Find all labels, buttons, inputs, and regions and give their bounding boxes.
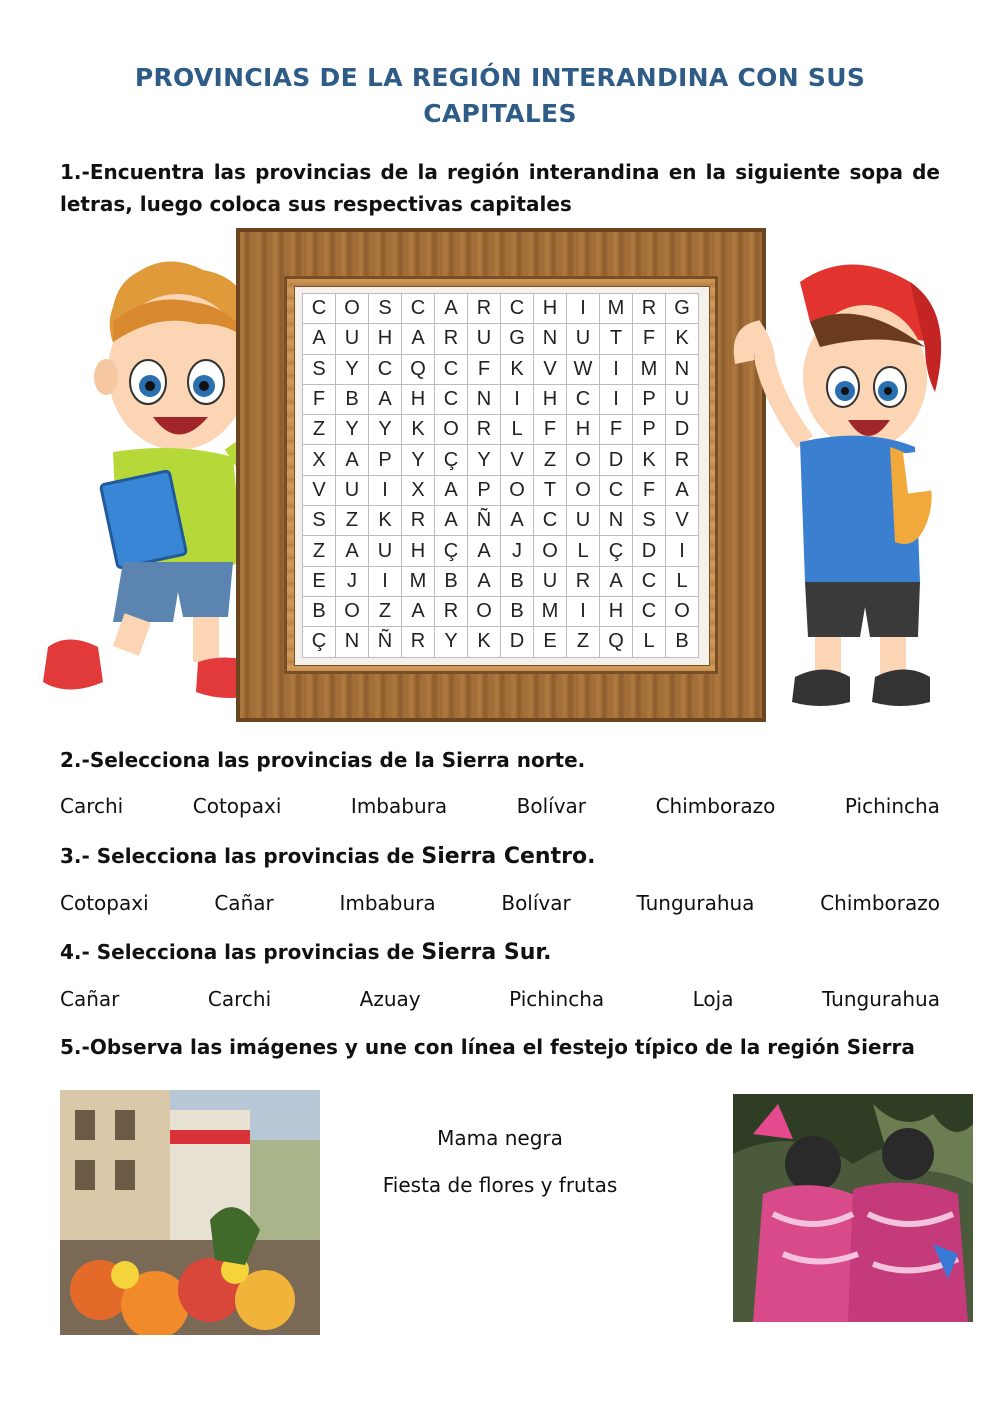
grid-cell[interactable]: C [633, 597, 666, 627]
grid-cell[interactable]: O [567, 445, 600, 475]
option-imbabura[interactable]: Imbabura [350, 794, 448, 818]
grid-cell[interactable]: N [600, 506, 633, 536]
grid-cell[interactable]: I [666, 536, 699, 566]
grid-cell[interactable]: R [468, 415, 501, 445]
question-4 [60, 936, 940, 969]
grid-cell[interactable]: P [633, 415, 666, 445]
grid-cell[interactable]: Z [369, 597, 402, 627]
option-cotopaxi[interactable]: Cotopaxi [60, 891, 149, 915]
grid-cell[interactable]: O [666, 597, 699, 627]
mama-negra-festival-photo[interactable] [733, 1094, 973, 1322]
grid-cell[interactable]: Ç [600, 536, 633, 566]
option-chimborazo[interactable]: Chimborazo [655, 794, 776, 818]
grid-cell[interactable]: K [402, 415, 435, 445]
grid-cell[interactable]: H [600, 597, 633, 627]
grid-cell[interactable]: C [435, 355, 468, 385]
grid-cell[interactable]: C [567, 385, 600, 415]
grid-cell[interactable]: V [303, 476, 336, 506]
grid-cell[interactable]: A [468, 567, 501, 597]
grid-cell[interactable]: Z [336, 506, 369, 536]
grid-cell[interactable]: K [666, 324, 699, 354]
grid-cell[interactable]: R [666, 445, 699, 475]
grid-cell[interactable]: S [303, 506, 336, 536]
match-label-fiesta-flores-frutas[interactable]: Fiesta de flores y frutas [382, 1173, 618, 1197]
option-pichincha[interactable]: Pichincha [844, 794, 940, 818]
grid-cell[interactable]: B [336, 385, 369, 415]
grid-cell[interactable]: Y [402, 445, 435, 475]
grid-cell[interactable]: U [336, 324, 369, 354]
grid-cell[interactable]: A [435, 294, 468, 324]
option-carchi[interactable]: Carchi [207, 987, 272, 1011]
grid-cell[interactable]: A [600, 567, 633, 597]
grid-cell[interactable]: U [567, 324, 600, 354]
grid-cell[interactable]: A [303, 324, 336, 354]
grid-cell[interactable]: I [501, 385, 534, 415]
option-chimborazo[interactable]: Chimborazo [820, 891, 940, 915]
grid-cell[interactable]: C [534, 506, 567, 536]
option-cotopaxi[interactable]: Cotopaxi [192, 794, 282, 818]
question-3-options [60, 889, 940, 917]
question-4-options [60, 985, 940, 1013]
grid-cell[interactable]: T [534, 476, 567, 506]
grid-cell[interactable]: G [666, 294, 699, 324]
grid-cell[interactable]: F [468, 355, 501, 385]
grid-cell[interactable]: B [501, 597, 534, 627]
grid-cell[interactable]: A [435, 506, 468, 536]
grid-cell[interactable]: A [666, 476, 699, 506]
grid-cell[interactable]: H [567, 415, 600, 445]
grid-cell[interactable]: Y [435, 627, 468, 657]
grid-cell[interactable]: O [501, 476, 534, 506]
option-carchi[interactable]: Carchi [60, 794, 124, 818]
grid-cell[interactable]: M [600, 294, 633, 324]
option-loja[interactable]: Loja [692, 987, 734, 1011]
grid-cell[interactable]: V [666, 506, 699, 536]
grid-cell[interactable]: T [600, 324, 633, 354]
grid-cell[interactable]: C [402, 294, 435, 324]
wooden-board-frame [236, 228, 766, 722]
grid-cell[interactable]: H [402, 536, 435, 566]
grid-cell[interactable]: E [534, 627, 567, 657]
page-title: PROVINCIAS DE LA REGIÓN INTERANDINA CON SUS CAPITALES [134, 63, 866, 128]
grid-cell[interactable]: A [501, 506, 534, 536]
grid-cell[interactable]: M [402, 567, 435, 597]
grid-cell[interactable]: A [402, 324, 435, 354]
grid-cell[interactable]: K [369, 506, 402, 536]
grid-cell[interactable]: U [534, 567, 567, 597]
grid-cell[interactable]: H [534, 385, 567, 415]
grid-cell[interactable]: G [501, 324, 534, 354]
grid-cell[interactable]: R [435, 324, 468, 354]
option-tungurahua[interactable]: Tungurahua [636, 891, 755, 915]
grid-cell[interactable]: I [369, 567, 402, 597]
grid-cell[interactable]: C [303, 294, 336, 324]
grid-cell[interactable]: O [468, 597, 501, 627]
grid-cell[interactable]: Ç [303, 627, 336, 657]
grid-cell[interactable]: I [567, 294, 600, 324]
grid-cell[interactable]: D [501, 627, 534, 657]
grid-cell[interactable]: N [534, 324, 567, 354]
grid-cell[interactable]: O [336, 597, 369, 627]
grid-cell[interactable]: H [402, 385, 435, 415]
grid-cell[interactable]: U [369, 536, 402, 566]
option-tungurahua[interactable]: Tungurahua [822, 987, 940, 1011]
grid-cell[interactable]: B [501, 567, 534, 597]
grid-cell[interactable]: Q [402, 355, 435, 385]
grid-cell[interactable]: P [468, 476, 501, 506]
grid-cell[interactable]: Z [303, 536, 336, 566]
grid-cell[interactable]: K [633, 445, 666, 475]
grid-cell[interactable]: L [666, 567, 699, 597]
grid-cell[interactable]: L [633, 627, 666, 657]
grid-cell[interactable]: L [567, 536, 600, 566]
grid-cell[interactable]: Ç [435, 536, 468, 566]
grid-cell[interactable]: M [633, 355, 666, 385]
question-3-prefix: 3.- Selecciona las provincias de [60, 844, 422, 868]
grid-cell[interactable]: F [633, 324, 666, 354]
grid-cell[interactable]: C [633, 567, 666, 597]
option-azuay[interactable]: Azuay [359, 987, 421, 1011]
grid-cell[interactable]: O [435, 415, 468, 445]
grid-cell[interactable]: Ç [435, 445, 468, 475]
grid-cell[interactable]: Z [534, 445, 567, 475]
grid-cell[interactable]: A [369, 385, 402, 415]
grid-cell[interactable]: A [336, 536, 369, 566]
question-1: 1.-Encuentra las provincias de la región interandina en la siguiente sopa de letras, luego coloca sus respectivas capitales [60, 160, 940, 216]
grid-cell[interactable]: J [336, 567, 369, 597]
grid-cell[interactable]: A [435, 476, 468, 506]
grid-cell[interactable]: V [501, 445, 534, 475]
flower-fruit-festival-photo[interactable] [60, 1090, 320, 1335]
grid-cell[interactable]: D [633, 536, 666, 566]
option-imbabura[interactable]: Imbabura [339, 891, 436, 915]
grid-cell[interactable]: L [501, 415, 534, 445]
grid-cell[interactable]: A [402, 597, 435, 627]
grid-cell[interactable]: R [402, 506, 435, 536]
grid-cell[interactable]: P [633, 385, 666, 415]
grid-cell[interactable]: R [402, 627, 435, 657]
grid-cell[interactable]: Ñ [369, 627, 402, 657]
grid-cell[interactable]: I [369, 476, 402, 506]
option-canar[interactable]: Cañar [214, 891, 274, 915]
grid-cell[interactable]: R [567, 567, 600, 597]
grid-cell[interactable]: B [303, 597, 336, 627]
grid-cell[interactable]: S [369, 294, 402, 324]
grid-cell[interactable]: K [501, 355, 534, 385]
grid-cell[interactable]: U [336, 476, 369, 506]
grid-cell[interactable]: X [402, 476, 435, 506]
option-pichincha[interactable]: Pichincha [509, 987, 605, 1011]
grid-cell[interactable]: I [600, 355, 633, 385]
grid-cell[interactable]: R [468, 294, 501, 324]
grid-cell[interactable]: Z [303, 415, 336, 445]
question-4-emphasis: Sierra Sur. [421, 940, 552, 965]
question-3 [60, 840, 940, 873]
grid-cell[interactable]: V [534, 355, 567, 385]
grid-cell[interactable]: U [567, 506, 600, 536]
grid-cell[interactable]: Y [336, 415, 369, 445]
grid-cell[interactable]: Z [567, 627, 600, 657]
grid-cell[interactable]: B [435, 567, 468, 597]
option-bolivar[interactable]: Bolívar [501, 891, 571, 915]
grid-cell[interactable]: C [369, 355, 402, 385]
option-bolivar[interactable]: Bolívar [516, 794, 587, 818]
question-2: 2.-Selecciona las provincias de la Sierra norte. [60, 748, 586, 772]
grid-cell[interactable]: C [501, 294, 534, 324]
board-inner-frame [284, 276, 718, 674]
grid-cell[interactable]: J [501, 536, 534, 566]
grid-cell[interactable]: P [369, 445, 402, 475]
grid-cell[interactable]: H [369, 324, 402, 354]
grid-cell[interactable]: I [600, 385, 633, 415]
grid-cell[interactable]: F [633, 476, 666, 506]
grid-cell[interactable]: N [336, 627, 369, 657]
grid-cell[interactable]: A [468, 536, 501, 566]
grid-cell[interactable]: Y [369, 415, 402, 445]
grid-cell[interactable]: U [468, 324, 501, 354]
grid-cell[interactable]: S [303, 355, 336, 385]
grid-cell[interactable]: H [534, 294, 567, 324]
grid-cell[interactable]: X [303, 445, 336, 475]
grid-cell[interactable]: B [666, 627, 699, 657]
grid-cell[interactable]: W [567, 355, 600, 385]
grid-cell[interactable]: F [303, 385, 336, 415]
grid-cell[interactable]: N [468, 385, 501, 415]
grid-cell[interactable]: D [666, 415, 699, 445]
grid-cell[interactable]: O [534, 536, 567, 566]
grid-cell[interactable]: C [600, 476, 633, 506]
question-5: 5.-Observa las imágenes y une con línea el festejo típico de la región Sierra [60, 1035, 915, 1059]
grid-cell[interactable]: Y [468, 445, 501, 475]
grid-cell[interactable]: Q [600, 627, 633, 657]
grid-cell[interactable]: E [303, 567, 336, 597]
grid-cell[interactable]: R [633, 294, 666, 324]
grid-cell[interactable]: O [567, 476, 600, 506]
grid-cell[interactable]: I [567, 597, 600, 627]
grid-cell[interactable]: D [600, 445, 633, 475]
grid-cell[interactable]: O [336, 294, 369, 324]
grid-cell[interactable]: R [435, 597, 468, 627]
grid-cell[interactable]: S [633, 506, 666, 536]
grid-cell[interactable]: Ñ [468, 506, 501, 536]
question-2-options [60, 792, 940, 820]
grid-cell[interactable]: F [600, 415, 633, 445]
grid-cell[interactable]: C [435, 385, 468, 415]
grid-cell[interactable]: K [468, 627, 501, 657]
grid-cell[interactable]: F [534, 415, 567, 445]
grid-cell[interactable]: Y [336, 355, 369, 385]
grid-cell[interactable]: M [534, 597, 567, 627]
option-canar[interactable]: Cañar [60, 987, 120, 1011]
question-4-prefix: 4.- Selecciona las provincias de [60, 940, 422, 964]
question-3-emphasis: Sierra Centro. [421, 844, 596, 869]
match-label-mama-negra[interactable]: Mama negra [437, 1126, 563, 1150]
word-search-grid [302, 293, 699, 658]
grid-cell[interactable]: A [336, 445, 369, 475]
boy-with-backpack-illustration [720, 252, 950, 722]
grid-cell[interactable]: U [666, 385, 699, 415]
grid-cell[interactable]: N [666, 355, 699, 385]
word-search-paper [294, 286, 710, 666]
